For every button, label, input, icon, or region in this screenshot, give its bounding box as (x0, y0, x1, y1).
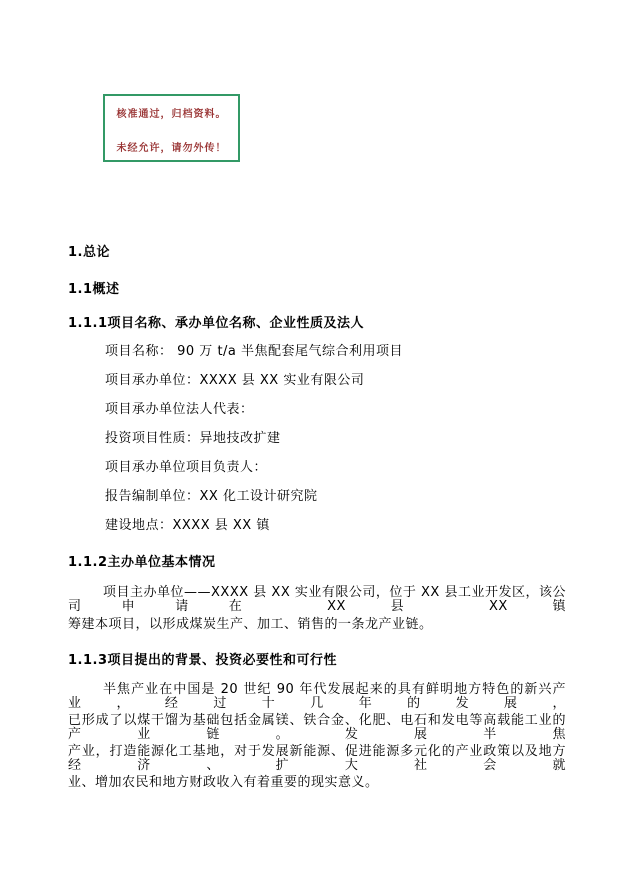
background-paragraph-line: 已形成了以煤干馏为基础包括金属镁、铁合金、化肥、电石和发电等高载能工业的产业链。发展半焦 (68, 713, 566, 742)
construction-site-line: 建设地点：XXXX 县 XX 镇 (105, 518, 270, 533)
stamp-line-1: 核准通过，归档资料。 (116, 109, 227, 120)
project-name-line: 项目名称： 90 万 t/a 半焦配套尾气综合利用项目 (105, 344, 404, 359)
heading-1-1-overview: 1.1概述 (68, 282, 120, 297)
heading-1-general: 1.总论 (68, 245, 110, 260)
project-nature-line: 投资项目性质：异地技改扩建 (105, 431, 281, 446)
background-paragraph-line: 半焦产业在中国是 20 世纪 90 年代发展起来的具有鲜明地方特色的新兴产业，经过十几年的发展， (68, 682, 566, 711)
organizer-paragraph-line: 项目主办单位——XXXX 县 XX 实业有限公司，位于 XX 县工业开发区，该公司申请在 XX 县 XX 镇 (68, 585, 566, 614)
background-paragraph-line: 业、增加农民和地方财政收入有着重要的现实意义。 (68, 775, 379, 790)
stamp-line-2: 未经允许，请勿外传！ (116, 143, 227, 154)
project-leader-line: 项目承办单位项目负责人： (105, 460, 268, 475)
heading-1-1-2-organizer: 1.1.2主办单位基本情况 (68, 555, 216, 570)
background-paragraph-line: 产业，打造能源化工基地，对于发展新能源、促进能源多元化的产业政策以及地方经济、扩大社会就 (68, 744, 566, 773)
project-undertaker-line: 项目承办单位：XXXX 县 XX 实业有限公司 (105, 373, 365, 388)
legal-representative-line: 项目承办单位法人代表： (105, 402, 254, 417)
organizer-paragraph-line: 筹建本项目，以形成煤炭生产、加工、销售的一条龙产业链。 (68, 617, 433, 632)
report-compiler-line: 报告编制单位：XX 化工设计研究院 (105, 489, 318, 504)
heading-1-1-3-background: 1.1.3项目提出的背景、投资必要性和可行性 (68, 653, 338, 668)
approval-stamp-box (103, 94, 240, 162)
heading-1-1-1-project-name: 1.1.1项目名称、承办单位名称、企业性质及法人 (68, 316, 365, 331)
